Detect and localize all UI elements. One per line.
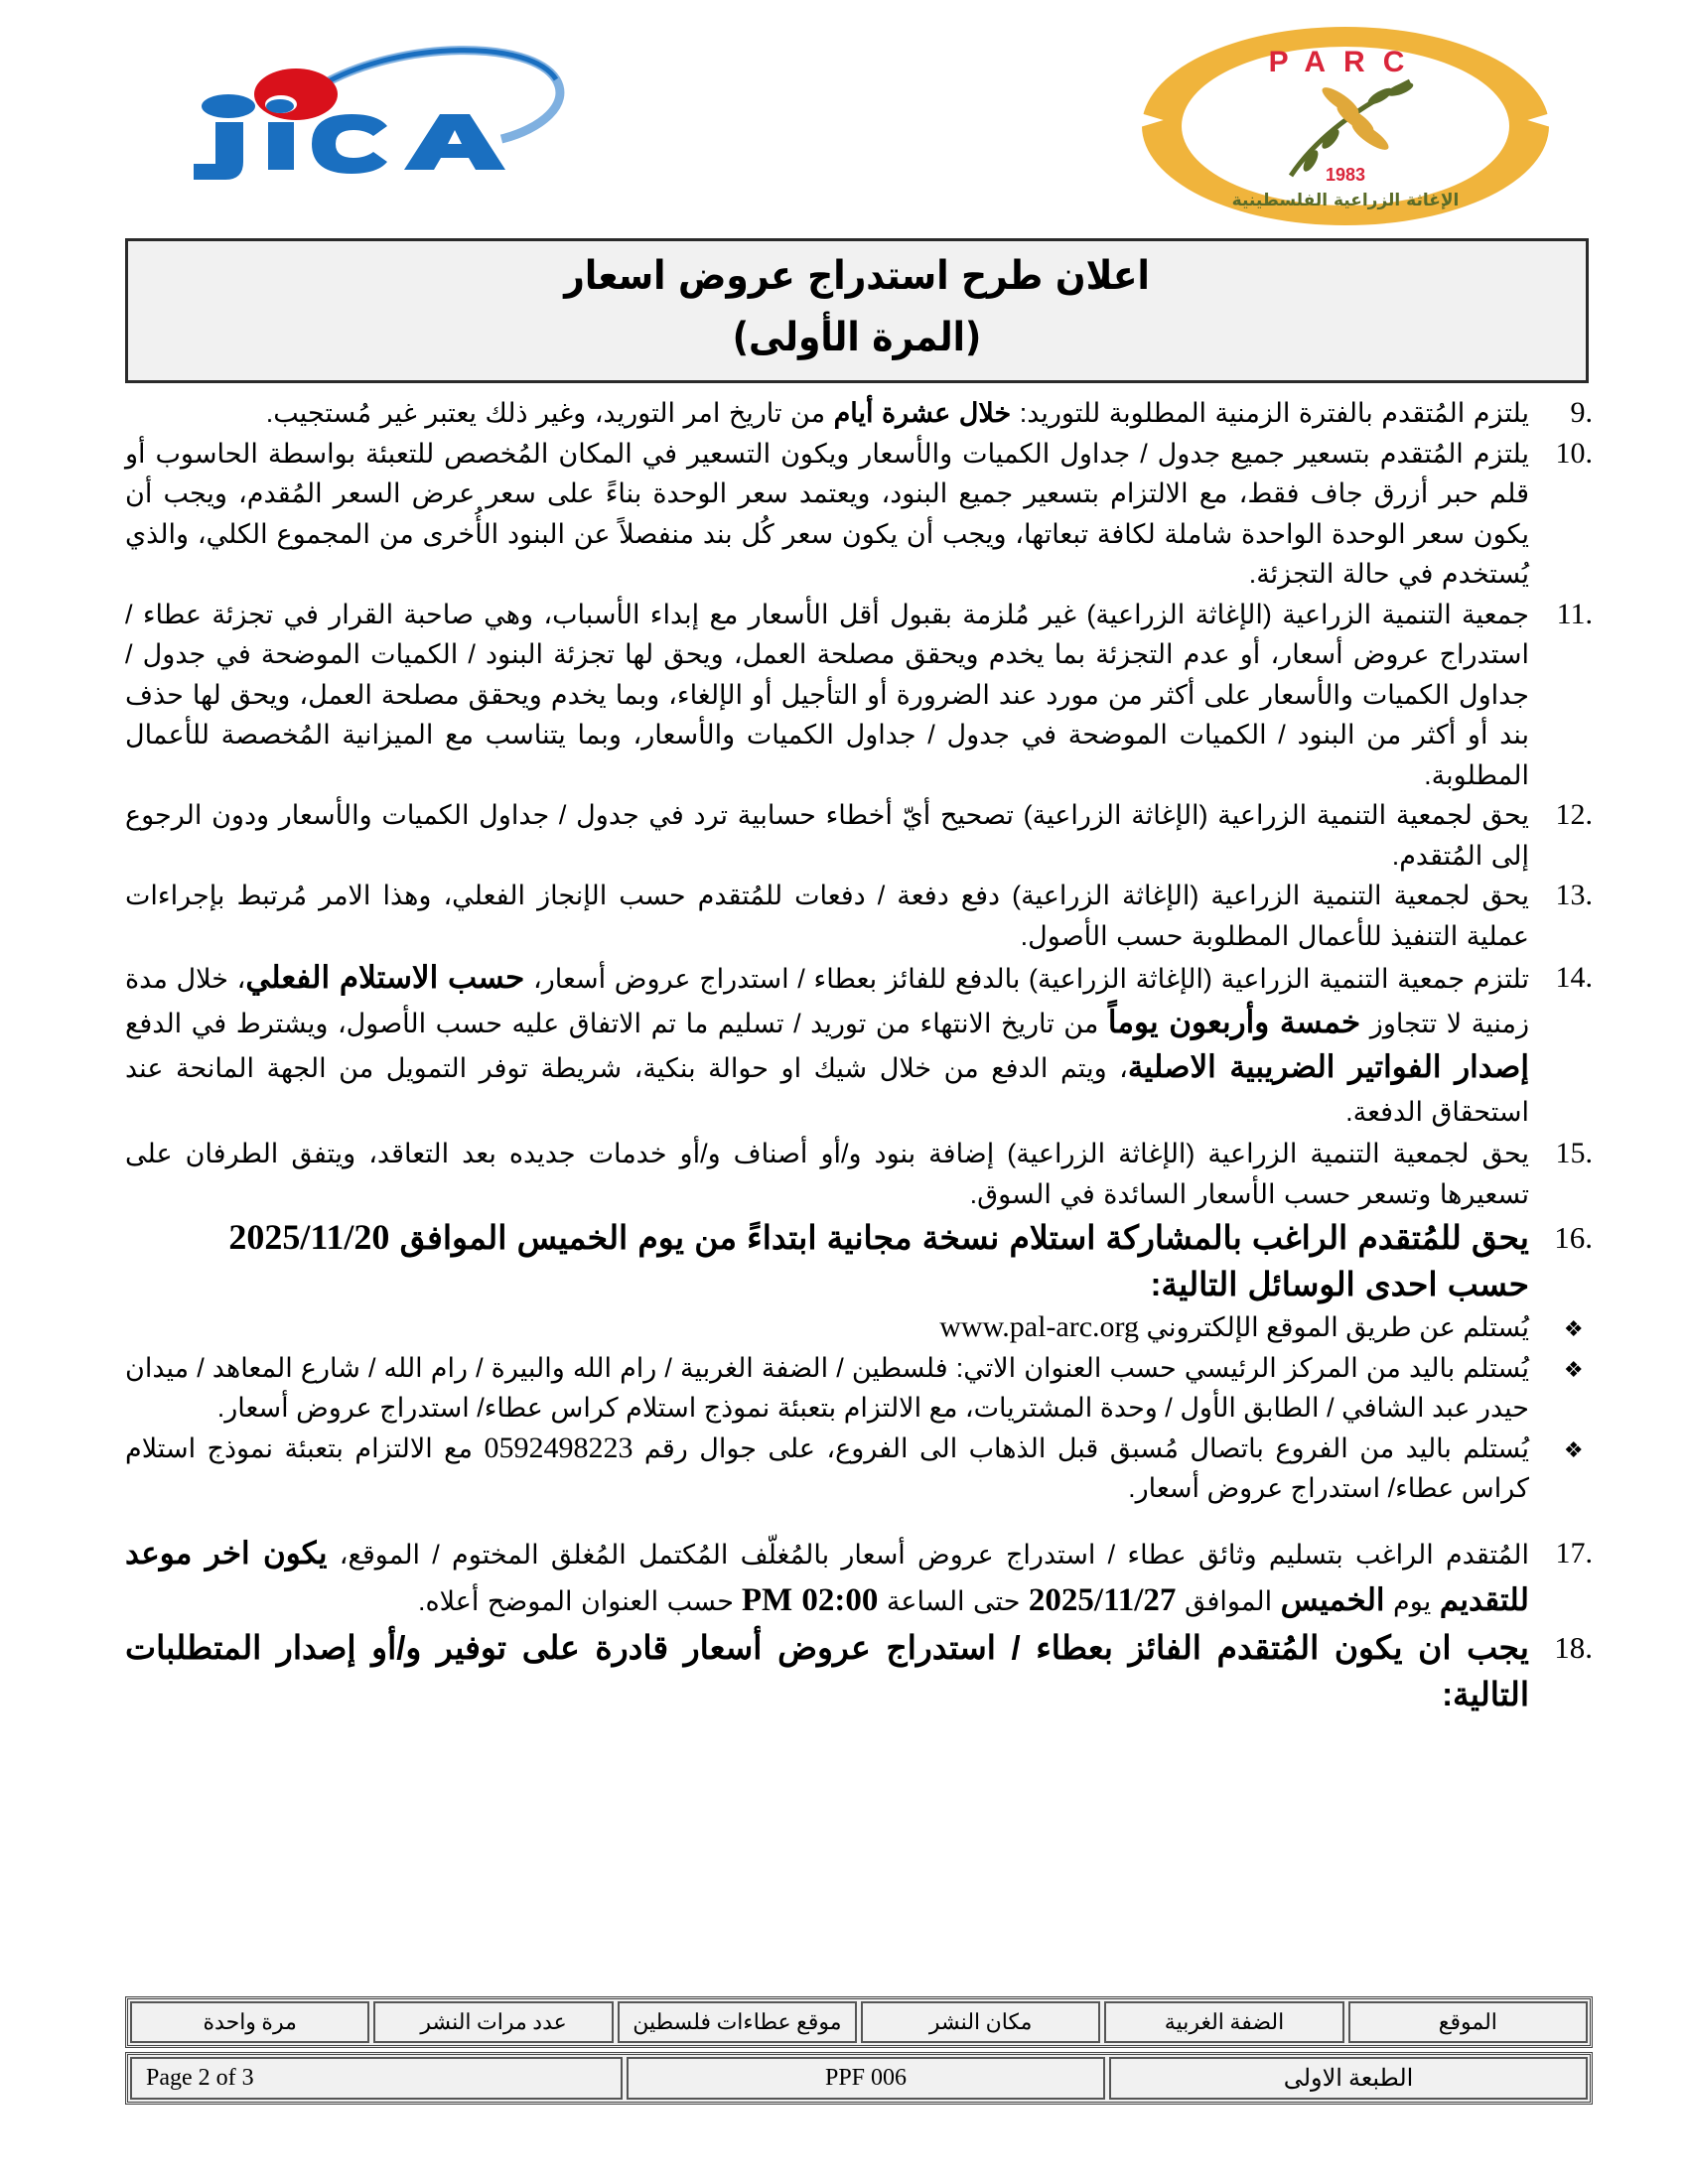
list-item: 10. يلتزم المُتقدم بتسعير جميع جدول / جداول الكميات والأسعار ويكون التسعير في المكان المُخصص للتعبئة بواسطة الحاسوب أو قلم حبر أزرق جاف فقط، مع الالتزام بتسعير جميع البنود، ويعتمد سعر الوحدة بناءً على سعر عرض السعر المُقدم، ويجب أن يكون سعر الوحدة الواحدة شاملة لكافة تبعاتها، ويجب أن يكون سعر كُل بند منفصلاً عن البنود الأُخرى من المجموع الكلي، والذي يُستخدم في حالة التجزئة.	[125, 436, 1593, 589]
svg-text:PARC: PARC	[1268, 46, 1423, 78]
diamond-bullet-icon: ❖	[1563, 1356, 1583, 1382]
phone-number: 0592498223	[484, 1431, 633, 1464]
diamond-bullet-icon: ❖	[1563, 1436, 1583, 1462]
svg-text:1983: 1983	[1325, 165, 1366, 185]
footer-cell-publish-place-value: موقع عطاءات فلسطين	[618, 2001, 857, 2043]
jica-logo	[174, 45, 566, 184]
list-item: 17. المُتقدم الراغب بتسليم وثائق عطاء / استدراج عروض أسعار بالمُغلّف المُكتمل المُغلق المختوم / الموقع، يكون اخر موعد للتقديم يوم الخميس الموافق 2025/11/27 حتى الساعة 02:00 PM حسب العنوان الموضح أعلاه.	[125, 1535, 1593, 1618]
bullet-item: ❖ يُستلم باليد من المركز الرئيسي حسب العنوان الاتي: فلسطين / الضفة الغربية / رام الله والبيرة / رام الله / شارع المعاهد / ميدان حيدر عبد الشافي / الطابق الأول / وحدة المشتريات، مع الالتزام بتعبئة نموذج استلام كراس عطاء/ استدراج عروض أسعار.	[125, 1348, 1589, 1429]
list-item: 13. يحق لجمعية التنمية الزراعية (الإغاثة الزراعية) دفع دفعة / دفعات للمُتقدم حسب الإنجاز الفعلي، وهذا الامر مُرتبط بإجراءات عملية التنفيذ للأعمال المطلوبة حسب الأصول.	[125, 879, 1593, 951]
bullet-item: ❖ يُستلم عن طريق الموقع الإلكتروني www.pal-arc.org	[125, 1307, 1589, 1348]
website-link[interactable]: www.pal-arc.org	[939, 1310, 1139, 1343]
spacer	[125, 1509, 1589, 1531]
deadline-time: 02:00 PM	[741, 1581, 879, 1618]
title-box	[125, 238, 1589, 383]
diamond-bullet-icon: ❖	[1563, 1316, 1583, 1341]
list-item: 9. يلتزم المُتقدم بالفترة الزمنية المطلوبة للتوريد: خلال عشرة أيام من تاريخ امر التوريد، وغير ذلك يعتبر غير مُستجيب.	[265, 396, 1593, 429]
list-item: 11. جمعية التنمية الزراعية (الإغاثة الزراعية) غير مُلزمة بقبول أقل الأسعار مع إبداء الأسباب، وهي صاحبة القرار في تجزئة عطاء / استدراج عروض أسعار، أو عدم التجزئة بما يخدم ويحقق مصلحة العمل، ويحق لها تجزئة البنود / الكميات الموضحة في جدول / جداول الكميات والأسعار على أكثر من مورد عند الضرورة أو التأجيل أو الإلغاء، وبما يخدم ويحقق مصلحة العمل، ويحق لها حذف بند أو أكثر من البنود / الكميات الموضحة في جدول / جداول الكميات والأسعار، وبما يتناسب مع الميزانية المُخصصة للأعمال المطلوبة.	[125, 597, 1593, 790]
footer-info-table	[125, 1996, 1593, 2048]
footer-cell-publish-count-value: مرة واحدة	[130, 2001, 369, 2043]
list-item: 12. يحق لجمعية التنمية الزراعية (الإغاثة الزراعية) تصحيح أيّ أخطاء حسابية ترد في جدول / جداول الكميات والأسعار ودون الرجوع إلى المُتقدم.	[125, 798, 1593, 871]
list-item: 15. يحق لجمعية التنمية الزراعية (الإغاثة الزراعية) إضافة بنود و/أو أصناف و/أو خدمات جديده بعد التعاقد، ويتفق الطرفان على تسعيرها وتسعر حسب الأسعار السائدة في السوق.	[125, 1137, 1593, 1209]
terms-list	[125, 393, 1593, 1717]
footer-cell-location-value: الضفة الغربية	[1104, 2001, 1343, 2043]
svg-text:الإغاثة الزراعية الفلسطينية: الإغاثة الزراعية الفلسطينية	[1231, 191, 1460, 210]
list-item: 14. تلتزم جمعية التنمية الزراعية (الإغاثة الزراعية) بالدفع للفائز بعطاء / استدراج عروض أسعار، حسب الاستلام الفعلي، خلال مدة زمنية لا تتجاوز خمسة وأربعون يوماً من تاريخ الانتهاء من توريد / تسليم ما تم الاتفاق عليه حسب الأصول، ويشترط في الدفع إصدار الفواتير الضريبية الاصلية، ويتم الدفع من خلال شيك او حوالة بنكية، شريطة توفر التمويل من الجهة المانحة عند استحقاق الدفعة.	[125, 960, 1593, 1127]
footer-edition: الطبعة الاولى	[1109, 2057, 1588, 2100]
list-item: 16. يحق للمُتقدم الراغب بالمشاركة استلام نسخة مجانية ابتداءً من يوم الخميس الموافق 2025/11/20 حسب احدى الوسائل التالية:	[228, 1217, 1593, 1302]
page-title: اعلان طرح استدراج عروض اسعار	[564, 253, 1150, 299]
footer-page-number: Page 2 of 3	[130, 2057, 623, 2100]
start-date: 2025/11/20	[228, 1217, 390, 1257]
footer-cell-publish-count-label: عدد مرات النشر	[373, 2001, 613, 2043]
footer-form-code: PPF 006	[627, 2057, 1105, 2100]
footer-cell-publish-place-label: مكان النشر	[861, 2001, 1100, 2043]
page-subtitle: (المرة الأولى)	[732, 315, 982, 360]
footer-cell-location-label: الموقع	[1348, 2001, 1588, 2043]
bullet-item: ❖ يُستلم باليد من الفروع باتصال مُسبق قبل الذهاب الى الفروع، على جوال رقم 0592498223 مع الالتزام بتعبئة نموذج استلام كراس عطاء/ استدراج عروض أسعار.	[125, 1431, 1583, 1503]
parc-logo	[1132, 22, 1559, 230]
list-item: 18. يجب ان يكون المُتقدم الفائز بعطاء / استدراج عروض أسعار قادرة على توفير و/أو إصدار المتطلبات التالية:	[125, 1628, 1593, 1712]
footer-doc-table	[125, 2052, 1593, 2105]
deadline-date: 2025/11/27	[1028, 1581, 1177, 1618]
